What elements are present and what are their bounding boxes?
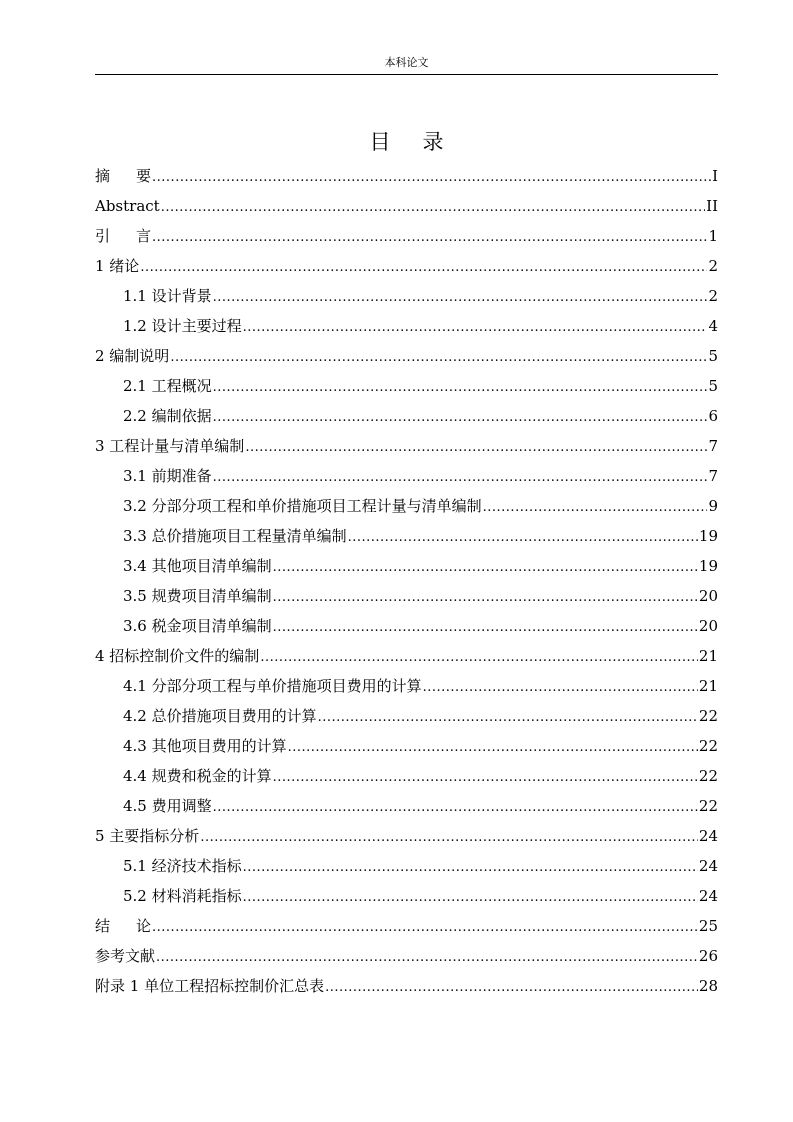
toc-entry-page-number: 5 <box>708 377 718 395</box>
toc-entry[interactable] <box>95 281 718 311</box>
toc-entry-label: 3.3 总价措施项目工程量清单编制 <box>123 527 347 545</box>
toc-entry[interactable] <box>95 191 718 221</box>
toc-dot-leader <box>260 645 698 671</box>
toc-entry-page-number: 2 <box>708 257 718 275</box>
toc-entry[interactable] <box>95 461 718 491</box>
toc-entry-label: 2.2 编制依据 <box>123 407 212 425</box>
toc-entry-label: Abstract <box>95 197 160 215</box>
toc-entry-page-number: 7 <box>708 437 718 455</box>
toc-dot-leader <box>152 915 698 941</box>
toc-entry[interactable] <box>95 371 718 401</box>
toc-entry-page-number: 22 <box>698 797 718 815</box>
toc-entry-page-number: 24 <box>698 827 718 845</box>
toc-entry[interactable] <box>95 641 718 671</box>
toc-entry-page-number: 9 <box>708 497 718 515</box>
toc-entry-page-number: 21 <box>698 647 718 665</box>
toc-entry[interactable] <box>95 971 718 1001</box>
toc-entry[interactable] <box>95 311 718 341</box>
toc-entry[interactable] <box>95 851 718 881</box>
toc-entry[interactable] <box>95 731 718 761</box>
toc-entry-label: 1.1 设计背景 <box>123 287 212 305</box>
toc-entry[interactable] <box>95 251 718 281</box>
toc-entry[interactable] <box>95 551 718 581</box>
toc-entry[interactable] <box>95 911 718 941</box>
toc-entry[interactable] <box>95 401 718 431</box>
toc-dot-leader <box>245 435 707 461</box>
toc-entry-label: 结论 <box>95 917 152 935</box>
toc-entry[interactable] <box>95 221 718 251</box>
toc-dot-leader <box>152 165 711 191</box>
toc-entry[interactable] <box>95 701 718 731</box>
toc-entry-label: 4 招标控制价文件的编制 <box>95 647 260 665</box>
toc-dot-leader <box>288 735 698 761</box>
toc-entry-label: 3.1 前期准备 <box>123 467 212 485</box>
toc-entry[interactable] <box>95 761 718 791</box>
toc-entry-page-number: 22 <box>698 767 718 785</box>
toc-entry-page-number: 2 <box>708 287 718 305</box>
toc-entry-page-number: 6 <box>708 407 718 425</box>
toc-entry-label: 1 绪论 <box>95 257 140 275</box>
toc-entry-page-number: 25 <box>698 917 718 935</box>
toc-entry-label: 5.1 经济技术指标 <box>123 857 242 875</box>
toc-entry-label: 4.2 总价措施项目费用的计算 <box>123 707 317 725</box>
toc-dot-leader <box>318 705 698 731</box>
toc-dot-leader <box>273 765 698 791</box>
toc-entry-page-number: 1 <box>708 227 718 245</box>
toc-dot-leader <box>213 465 708 491</box>
toc-dot-leader <box>273 615 698 641</box>
toc-dot-leader <box>243 855 698 881</box>
toc-dot-leader <box>156 945 698 971</box>
toc-dot-leader <box>140 255 707 281</box>
toc-entry-page-number: 22 <box>698 707 718 725</box>
toc-entry-page-number: 24 <box>698 857 718 875</box>
toc-entry[interactable] <box>95 941 718 971</box>
toc-entry-label: 4.1 分部分项工程与单价措施项目费用的计算 <box>123 677 422 695</box>
toc-dot-leader <box>243 315 708 341</box>
toc-dot-leader <box>161 195 705 221</box>
toc-entry-label: 3.5 规费项目清单编制 <box>123 587 272 605</box>
toc-dot-leader <box>348 525 698 551</box>
toc-entry-label: 2.1 工程概况 <box>123 377 212 395</box>
page-header: 本科论文 <box>384 56 429 69</box>
header-divider <box>95 74 718 75</box>
toc-entry-label: 引言 <box>95 227 152 245</box>
toc-entry-page-number: 19 <box>698 557 718 575</box>
toc-entry[interactable] <box>95 791 718 821</box>
toc-entry-label: 5 主要指标分析 <box>95 827 200 845</box>
toc-entry-page-number: 28 <box>698 977 718 995</box>
toc-entry-label: 摘要 <box>95 167 152 185</box>
toc-entry-label: 4.3 其他项目费用的计算 <box>123 737 287 755</box>
toc-dot-leader <box>170 345 707 371</box>
toc-entry-page-number: 4 <box>708 317 718 335</box>
toc-entry[interactable] <box>95 881 718 911</box>
toc-dot-leader <box>423 675 698 701</box>
toc-entry-page-number: 19 <box>698 527 718 545</box>
toc-entry-page-number: 26 <box>698 947 718 965</box>
toc-entry-label: 3.4 其他项目清单编制 <box>123 557 272 575</box>
toc-entry-label: 4.4 规费和税金的计算 <box>123 767 272 785</box>
toc-dot-leader <box>273 585 698 611</box>
toc-entry-page-number: 21 <box>698 677 718 695</box>
toc-dot-leader <box>213 375 708 401</box>
toc-dot-leader <box>325 975 698 1001</box>
toc-dot-leader <box>152 225 707 251</box>
toc-dot-leader <box>213 795 698 821</box>
toc-dot-leader <box>243 885 698 911</box>
toc-entry[interactable] <box>95 491 718 521</box>
toc-dot-leader <box>273 555 698 581</box>
toc-entry-page-number: 22 <box>698 737 718 755</box>
toc-entry[interactable] <box>95 431 718 461</box>
toc-entry[interactable] <box>95 581 718 611</box>
toc-entry[interactable] <box>95 821 718 851</box>
toc-title: 目录 <box>369 130 476 154</box>
toc-entry-label: 3.2 分部分项工程和单价措施项目工程计量与清单编制 <box>123 497 482 515</box>
toc-dot-leader <box>213 285 708 311</box>
toc-entry-label: 3.6 税金项目清单编制 <box>123 617 272 635</box>
toc-entry-page-number: 24 <box>698 887 718 905</box>
toc-entry[interactable] <box>95 611 718 641</box>
toc-entry-page-number: 20 <box>698 587 718 605</box>
toc-entry-page-number: 20 <box>698 617 718 635</box>
table-of-contents <box>95 161 718 1001</box>
toc-entry-label: 附录 1 单位工程招标控制价汇总表 <box>95 977 325 995</box>
toc-entry-page-number: 7 <box>708 467 718 485</box>
toc-entry-label: 1.2 设计主要过程 <box>123 317 242 335</box>
toc-entry-label: 2 编制说明 <box>95 347 170 365</box>
toc-entry-page-number: 5 <box>708 347 718 365</box>
toc-entry-label: 参考文献 <box>95 947 156 965</box>
toc-dot-leader <box>200 825 698 851</box>
toc-dot-leader <box>213 405 708 431</box>
toc-entry-page-number: II <box>706 197 718 215</box>
toc-entry-label: 3 工程计量与清单编制 <box>95 437 245 455</box>
toc-entry-label: 4.5 费用调整 <box>123 797 212 815</box>
toc-entry-page-number: I <box>712 167 718 185</box>
toc-entry-label: 5.2 材料消耗指标 <box>123 887 242 905</box>
toc-dot-leader <box>483 495 708 521</box>
toc-entry[interactable] <box>95 161 718 191</box>
toc-entry[interactable] <box>95 341 718 371</box>
toc-entry[interactable] <box>95 521 718 551</box>
toc-entry[interactable] <box>95 671 718 701</box>
